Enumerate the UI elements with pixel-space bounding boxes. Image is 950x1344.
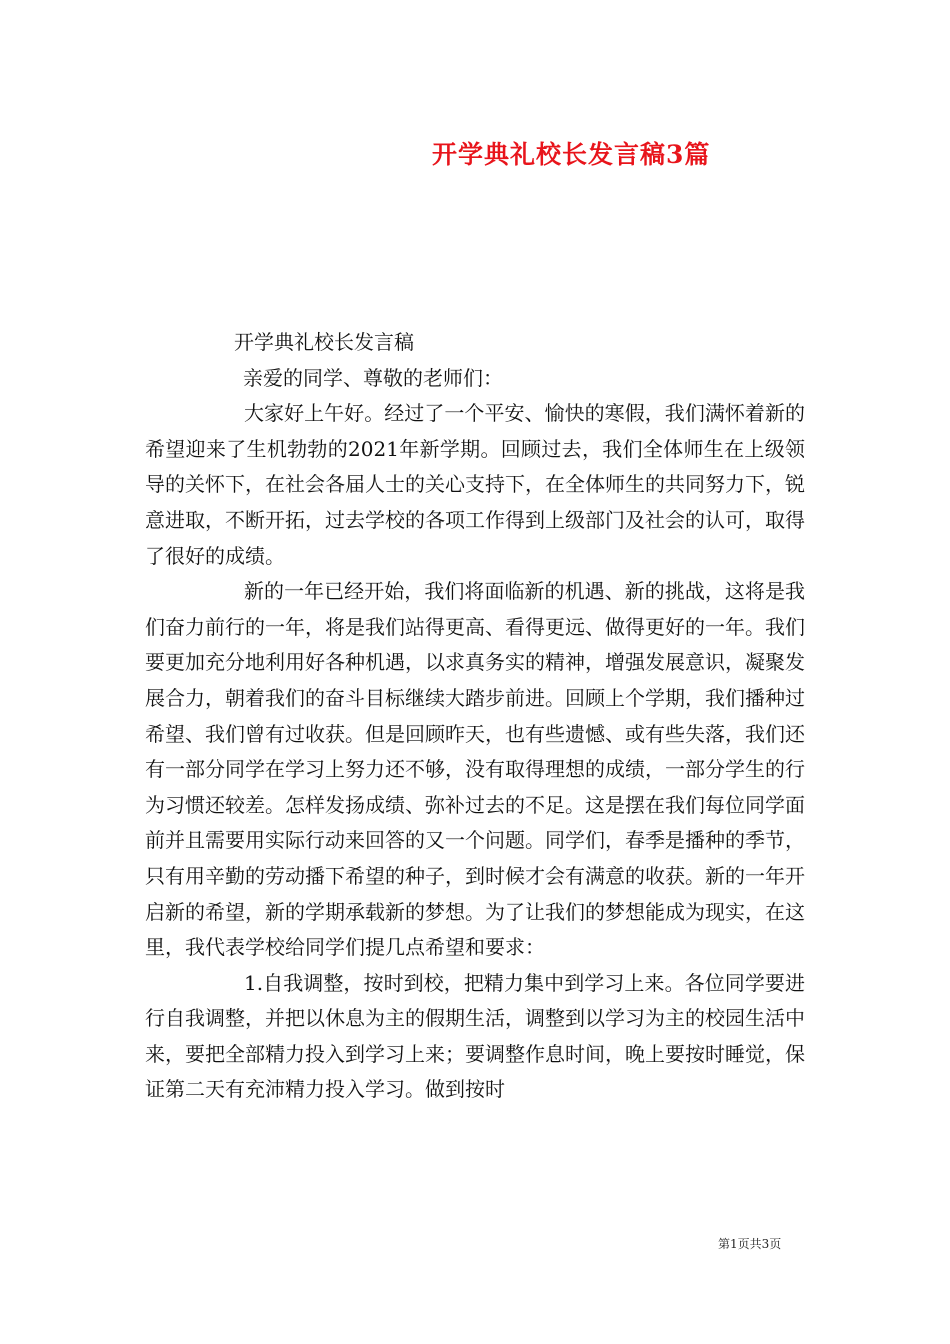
speech-heading: 开学典礼校长发言稿 — [234, 330, 414, 354]
document-body — [145, 325, 805, 1108]
paragraph-greeting: 大家好上午好。经过了一个平安、愉快的寒假，我们满怀着新的希望迎来了生机勃勃的2021年新学期。回顾过去，我们全体师生在上级领导的关怀下，在社会各届人士的关心支持下，在全体师生的共同努力下，锐意进取，不断开拓，过去学校的各项工作得到上级部门及社会的认可，取得了很好的成绩。 — [145, 401, 805, 568]
document-title: 开学典礼校长发言稿3篇 — [432, 140, 711, 169]
paragraph-point-1: 1.自我调整，按时到校，把精力集中到学习上来。各位同学要进行自我调整，并把以休息为主的假期生活，调整到以学习为主的校园生活中来，要把全部精力投入到学习上来；要调整作息时间，晚上要按时睡觉，保证第二天有充沛精力投入学习。做到按时 — [145, 970, 805, 1102]
paragraph-new-year: 新的一年已经开始，我们将面临新的机遇、新的挑战，这将是我们奋力前行的一年，将是我们站得更高、看得更远、做得更好的一年。我们要更加充分地利用好各种机遇，以求真务实的精神，增强发展意识，凝聚发展合力，朝着我们的奋斗目标继续大踏步前进。回顾上个学期，我们播种过希望、我们曾有过收获。但是回顾昨天，也有些遗憾、或有些失落，我们还有一部分同学在学习上努力还不够，没有取得理想的成绩，一部分学生的行为习惯还较差。怎样发扬成绩、弥补过去的不足。这是摆在我们每位同学面前并且需要用实际行动来回答的又一个问题。同学们，春季是播种的季节，只有用辛勤的劳动播下希望的种子，到时候才会有满意的收获。新的一年开启新的希望，新的学期承载新的梦想。为了让我们的梦想能成为现实，在这里，我代表学校给同学们提几点希望和要求： — [145, 579, 805, 960]
page-number: 第1页共3页 — [718, 1237, 782, 1251]
salutation: 亲爱的同学、尊敬的老师们： — [243, 365, 503, 390]
